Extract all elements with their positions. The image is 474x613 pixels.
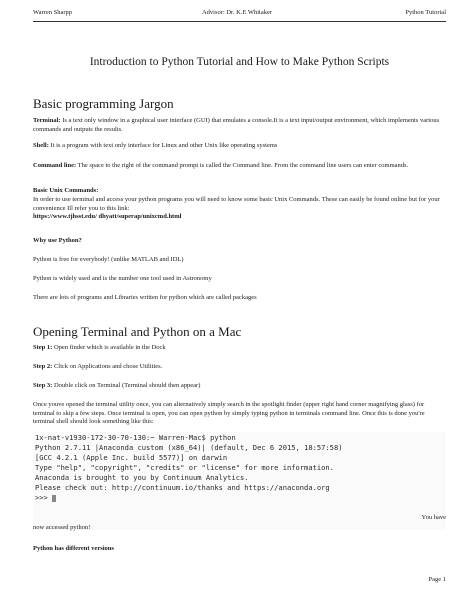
terminal-line: Please check out: http://continuum.io/thanks and https://anaconda.org	[35, 483, 330, 492]
step-2-text: Click on Applications and chose Utilities.	[52, 363, 163, 370]
why-python-label: Why use Python?	[33, 237, 82, 244]
terminal-prompt: >>>	[35, 493, 53, 502]
section-heading-jargon: Basic programming Jargon	[33, 96, 174, 111]
page-title: Introduction to Python Tutorial and How to Make Python Scripts	[89, 56, 390, 68]
terminal-text: Is a text only window in a graphical user interface (GUI) that emulates a console.It is a text input/output environment, which implements various commands and outputs the results.	[33, 117, 440, 133]
terminal-line: Type "help", "copyright", "credits" or "license" for more information.	[35, 463, 334, 472]
shell-definition	[33, 142, 446, 151]
terminal-prompt-line[interactable]	[35, 493, 56, 503]
terminal-intro-paragraph: Once youve opened the terminal utility once, you can alternatively simply search in the spotlight finder (upper right hand corner magnifying glass) for terminal to skip a few steps. Once terminal is open, you can open python by simply typing python in terminals command line. Once this is done you're terminal shell should look something like this:	[33, 401, 425, 426]
section-heading-mac: Opening Terminal and Python on a Mac	[33, 324, 242, 339]
step-1-text: Open finder which is available in the Dock	[52, 344, 166, 351]
python-versions-label: Python has different versions	[33, 545, 114, 552]
cursor-icon	[52, 495, 56, 502]
why-python-astronomy: Python is widely used and is the number one tool used in Astronomy	[33, 275, 212, 282]
terminal-definition	[33, 117, 446, 134]
why-python-free: Python is free for everybody! (unlike MATLAB and IDL)	[33, 256, 184, 263]
terminal-line: 1x-nat-v1930-172-30-70-130:~ Warren-Mac$ python	[35, 433, 236, 442]
shell-label: Shell:	[33, 142, 49, 149]
terminal-line: [GCC 4.2.1 (Apple Inc. build 5577)] on darwin	[35, 453, 228, 462]
command-line-definition	[33, 162, 446, 171]
shell-text: It is a program with text only interface for Linux and other Unix like operating systems	[48, 142, 278, 149]
terminal-label: Terminal:	[33, 117, 61, 124]
header-advisor: Advisor: Dr. K.E Whitaker	[201, 9, 273, 16]
step-2	[33, 363, 446, 372]
step-3-text: Double click on Terminal (Terminal should then appear)	[52, 382, 201, 389]
step-2-label: Step 2:	[33, 363, 53, 370]
command-line-label: Command line:	[33, 162, 77, 169]
terminal-line: Anaconda is brought to you by Continuum Analytics.	[35, 473, 249, 482]
header-rule	[33, 21, 446, 22]
terminal-line: Python 2.7.11 |Anaconda custom (x86_64)| (default, Dec 6 2015, 18:57:58)	[35, 443, 343, 452]
step-1	[33, 344, 446, 353]
unix-commands-label: Basic Unix Commands:	[33, 187, 99, 194]
step-3-label: Step 3:	[33, 382, 53, 389]
step-3	[33, 382, 446, 391]
step-1-label: Step 1:	[33, 344, 53, 351]
accessed-python-text: now accessed python!	[33, 524, 91, 531]
header-author: Warren Sharpp	[33, 9, 73, 16]
command-line-text: The space to the right of the command prompt is called the Command line. From the command line users can enter commands.	[76, 162, 409, 169]
unix-commands-text: In order to use terminal and access your python programs you will need to know some basic Unix Commands. These can easily be found online but for your convenience Ill refer you to this link:	[33, 196, 440, 212]
header-course: Python Tutorial	[405, 9, 446, 16]
you-have-text: You have	[421, 514, 446, 521]
why-python-packages: There are lots of programs and Libraries written for python which are called packages	[33, 294, 257, 301]
page-number: Page 1	[428, 576, 446, 583]
unix-commands-link[interactable]: https://www.tjhsst.edu/ dhyatt/superap/unixcmd.html	[33, 213, 182, 220]
